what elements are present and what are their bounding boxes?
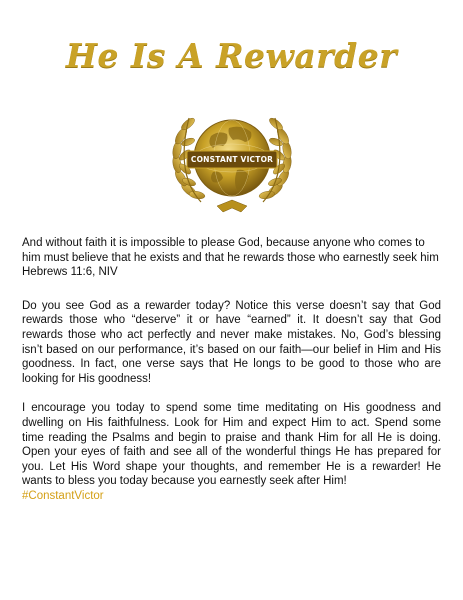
paragraph-1: Do you see God as a rewarder today? Notice this verse doesn’t say that God rewards those who “deserve” it or have “earned” it. It doesn’t say that God rewards those who act perfectly and never make mistakes. No, God’s blessing isn’t based on our performance, it’s based on our faith—our belief in Him and His goodness. In fact, one verse says that He longs to be good to those who are looking for His goodness!	[22, 299, 441, 385]
paragraph-2: I encourage you today to spend some time meditating on His goodness and dwelling on His faithfulness. Look for Him and expect Him to act. Spend some time reading the Psalms and begin to praise and thank Him for all He is doing. Open your eyes of faith and see all of the wonderful things He has prepared for you. Let His Word shape your thoughts, and remember He is a rewarder! He wants to bless you today because you earnestly seek after Him!	[22, 402, 441, 488]
page-title: He Is A Rewarder	[65, 36, 398, 75]
hashtag[interactable]: #ConstantVictor	[22, 489, 104, 502]
scripture-verse: And without faith it is impossible to please God, because anyone who comes to him must believe that he exists and that he rewards those who earnestly seek him	[22, 237, 439, 264]
constant-victor-logo	[167, 94, 297, 219]
logo-banner-text: CONSTANT VICTOR	[190, 155, 274, 164]
scripture-reference: Hebrews 11:6, NIV	[22, 266, 118, 279]
devotional-body	[22, 236, 441, 504]
